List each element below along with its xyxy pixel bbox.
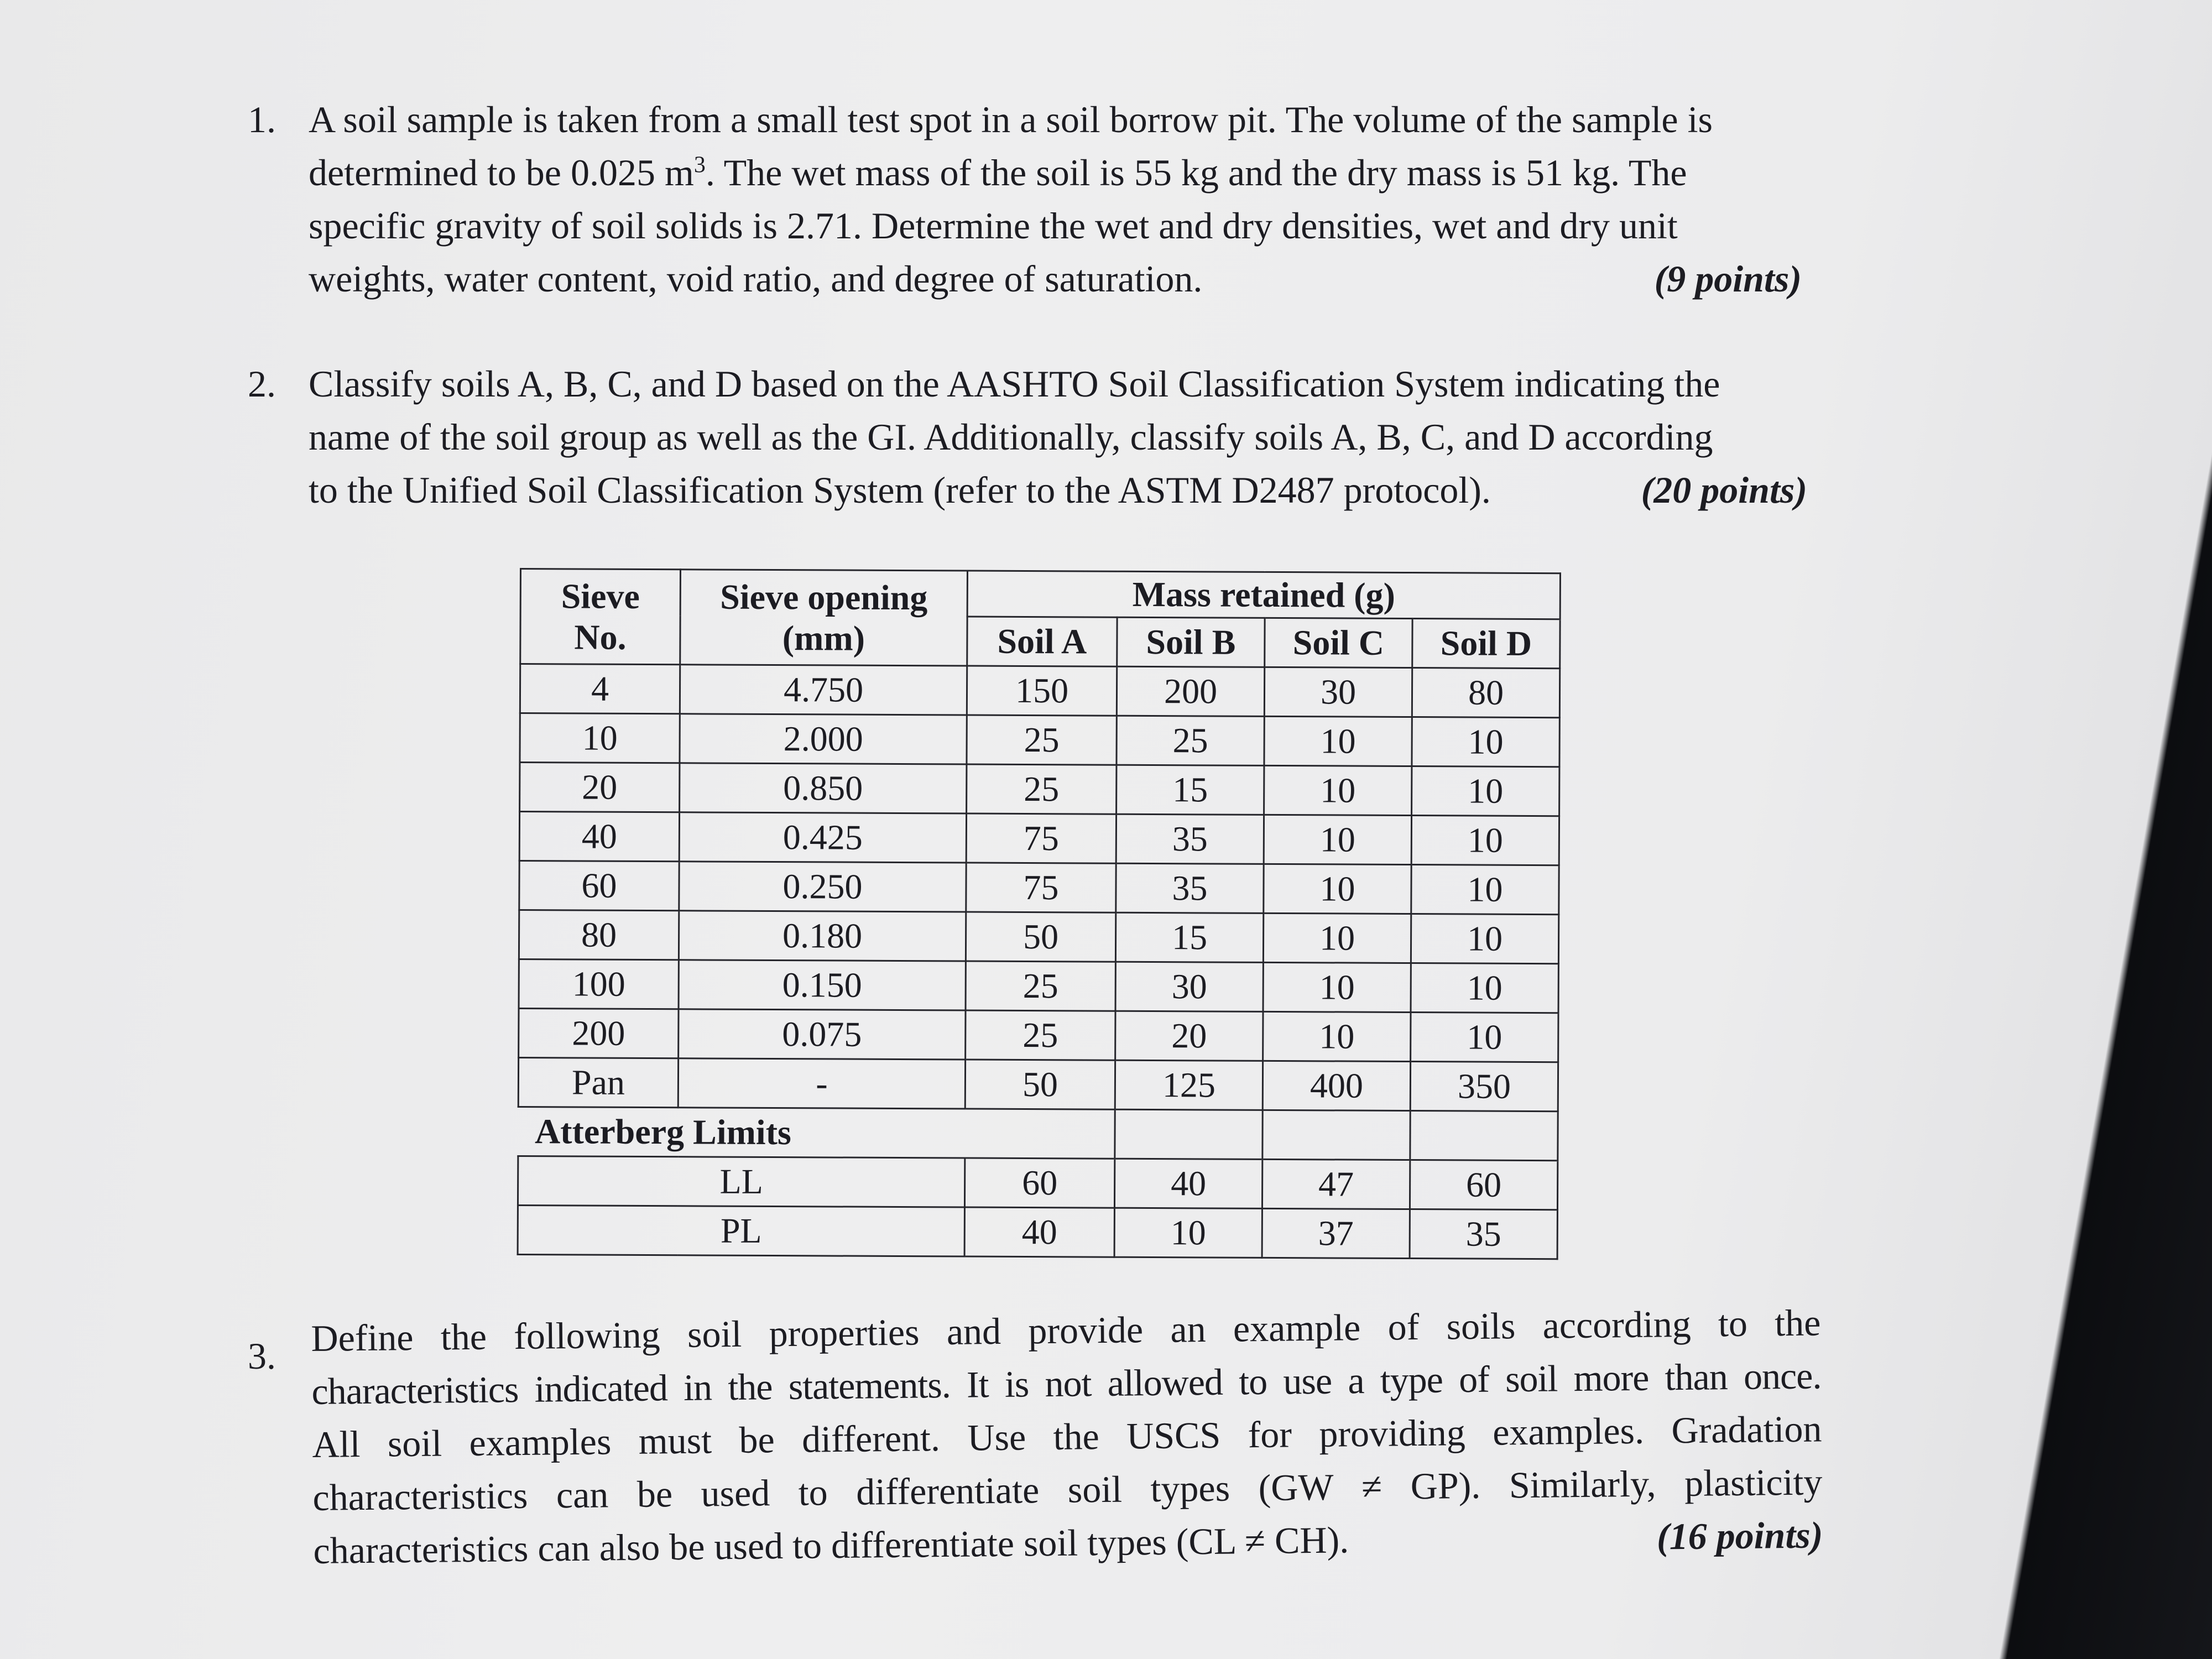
cell: 10 (1114, 1208, 1262, 1258)
cell: 25 (967, 764, 1117, 814)
header-soil-a: Soil A (967, 617, 1117, 666)
cell: 10 (1264, 765, 1412, 815)
question-3-number: 3. (248, 1335, 276, 1377)
cell: 10 (1264, 716, 1412, 766)
cell (1262, 1110, 1410, 1160)
table-row (520, 763, 1559, 816)
cell: 35 (1410, 1209, 1557, 1259)
cell: 10 (1264, 864, 1411, 914)
ll-label: LL (518, 1156, 964, 1207)
cell: 25 (1117, 716, 1264, 765)
header-mass-retained: Mass retained (g) (967, 571, 1560, 619)
cell: 10 (1411, 816, 1559, 865)
cell: 60 (1410, 1160, 1557, 1210)
pl-label: PL (518, 1205, 964, 1256)
cell: 20 (520, 763, 680, 812)
cell: 40 (519, 812, 679, 862)
q1-line-4 (309, 252, 1802, 305)
cell: 10 (1411, 963, 1558, 1013)
q1-line-2-pre: determined to be 0.025 m (309, 152, 694, 194)
cell: 25 (967, 715, 1117, 765)
cell: 150 (967, 666, 1117, 716)
cell: Pan (518, 1057, 678, 1107)
cell: 25 (966, 1010, 1115, 1060)
table-row-pl (518, 1205, 1557, 1259)
header-sieve-opening: Sieve opening (mm) (680, 570, 968, 666)
question-3-text (311, 1296, 1823, 1577)
table-row (520, 713, 1559, 767)
table-row (519, 861, 1559, 915)
cell: 15 (1117, 765, 1264, 815)
cell: 0.250 (679, 862, 966, 912)
header-soil-b: Soil B (1117, 617, 1265, 667)
q1-line-2 (309, 146, 1802, 199)
q2-points: (20 points) (1641, 469, 1807, 511)
cell: 4.750 (680, 665, 967, 715)
q1-line-1: A soil sample is taken from a small test spot in a soil borrow pit. The volume of the sample is (309, 98, 1713, 140)
cell: - (678, 1058, 965, 1109)
cell: 60 (964, 1158, 1114, 1208)
cell: 80 (519, 910, 679, 960)
q2-line-1: Classify soils A, B, C, and D based on the AASHTO Soil Classification System indicating the (309, 363, 1720, 405)
cell: 0.150 (679, 960, 966, 1010)
cell: 10 (520, 713, 680, 763)
cell: 80 (1412, 668, 1559, 718)
q2-line-3-text: to the Unified Soil Classification System (refer to the ASTM D2487 protocol). (309, 469, 1491, 511)
cell: 50 (966, 912, 1115, 962)
table-row (520, 664, 1559, 718)
cell: 200 (1117, 666, 1264, 716)
sieve-analysis-table (517, 568, 1561, 1260)
header-soil-c: Soil C (1265, 618, 1412, 667)
q1-line-3: specific gravity of soil solids is 2.71. Determine the wet and dry densities, wet and dry unit (309, 205, 1678, 247)
cell: 10 (1411, 1013, 1558, 1062)
table-row (519, 812, 1559, 865)
header-soil-d: Soil D (1412, 619, 1560, 669)
table-row-ll (518, 1156, 1557, 1209)
cell: 10 (1411, 865, 1559, 915)
cell: 47 (1262, 1159, 1410, 1209)
cell: 0.850 (680, 763, 967, 813)
header-sieve-no: Sieve No. (520, 569, 681, 665)
cell: 75 (966, 863, 1116, 912)
cell: 100 (519, 959, 679, 1009)
cell: 15 (1115, 912, 1263, 962)
q3-line-1: Define the following soil properties and provide an example of soils according to the (311, 1301, 1821, 1359)
cell: 10 (1412, 766, 1559, 816)
cell: 40 (964, 1207, 1114, 1257)
cell: 350 (1410, 1062, 1558, 1112)
cell: 10 (1264, 815, 1411, 864)
table-row (519, 1008, 1558, 1062)
cell: 10 (1411, 914, 1558, 964)
cell: 0.425 (679, 812, 966, 863)
cell: 10 (1263, 1011, 1411, 1061)
cell: 50 (965, 1060, 1115, 1109)
cell: 40 (1114, 1159, 1262, 1208)
cell: 37 (1262, 1208, 1410, 1258)
q3-points: (16 points) (1656, 1514, 1823, 1558)
cell: 125 (1115, 1060, 1262, 1110)
cell: 4 (520, 664, 680, 714)
cell: 30 (1115, 962, 1263, 1011)
q3-line-2: characteristics indicated in the statements. It is not allowed to use a type of soil more than once. (311, 1354, 1822, 1412)
question-1-text (309, 93, 1802, 305)
cell (1115, 1109, 1262, 1159)
cell: 0.075 (679, 1009, 966, 1060)
q3-line-5-text: characteristics can also be used to differentiate soil types (CL ≠ CH). (313, 1519, 1349, 1572)
q2-line-2: name of the soil group as well as the GI. Additionally, classify soils A, B, C, and D according (309, 416, 1713, 458)
question-1-number: 1. (248, 98, 276, 140)
table-row (519, 959, 1558, 1013)
question-2-text (309, 357, 1807, 517)
atterberg-heading-row (518, 1107, 1558, 1160)
cell: 10 (1263, 962, 1411, 1012)
cell: 35 (1116, 863, 1264, 913)
cell: 75 (966, 813, 1116, 863)
q1-cubic-superscript: 3 (693, 152, 706, 178)
cell: 35 (1116, 814, 1264, 864)
q1-line-2-post: . The wet mass of the soil is 55 kg and the dry mass is 51 kg. The (705, 152, 1687, 194)
cell: 10 (1412, 717, 1559, 767)
question-2-number: 2. (248, 363, 276, 405)
cell: 30 (1264, 667, 1412, 717)
cell: 10 (1263, 913, 1411, 963)
q1-points: (9 points) (1654, 258, 1802, 300)
q3-line-4: characteristics can be used to differentiate soil types (GW ≠ GP). Similarly, plasticity (312, 1460, 1823, 1519)
cell: 20 (1115, 1011, 1263, 1061)
cell: 2.000 (680, 714, 967, 764)
cell: 25 (966, 961, 1115, 1011)
cell (1410, 1111, 1558, 1161)
cell: 60 (519, 861, 679, 911)
cell: 0.180 (679, 911, 966, 961)
q3-line-3: All soil examples must be different. Use the USCS for providing examples. Gradation (312, 1407, 1822, 1465)
cell: 400 (1262, 1061, 1410, 1110)
q1-line-4-text: weights, water content, void ratio, and degree of saturation. (309, 258, 1203, 300)
atterberg-limits-label: Atterberg Limits (518, 1107, 1115, 1159)
table-row-pan (518, 1057, 1558, 1111)
table-row (519, 910, 1558, 964)
q2-line-3 (309, 463, 1807, 517)
cell: 200 (519, 1008, 679, 1058)
